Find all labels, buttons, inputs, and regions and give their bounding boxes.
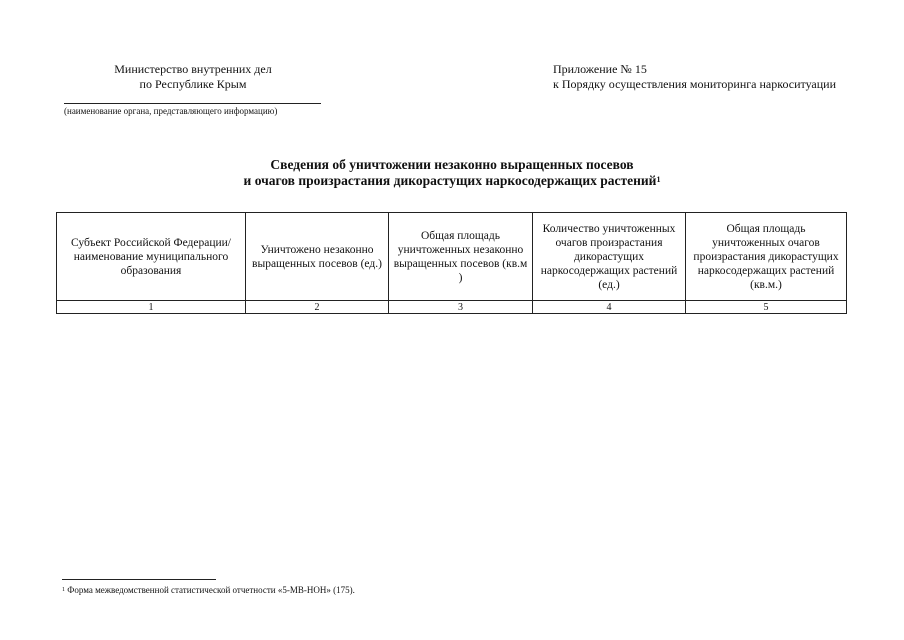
table-number-row xyxy=(57,301,847,314)
footnote-separator xyxy=(62,579,216,580)
column-header-destroyed-crops: Уничтожено незаконно выращенных посевов (ед.) xyxy=(246,213,389,301)
report-table xyxy=(56,212,847,314)
appendix-number: Приложение № 15 xyxy=(553,62,647,76)
footnote xyxy=(62,585,355,596)
organization-name xyxy=(62,62,324,92)
organization-underline xyxy=(64,103,321,104)
column-header-crops-area: Общая площадь уничтоженных незаконно выращенных посевов (кв.м ) xyxy=(389,213,533,301)
appendix-reference: к Порядку осуществления мониторинга наркоситуации xyxy=(553,77,837,91)
title-line-2 xyxy=(120,173,784,189)
title-line-2-text: и очагов произрастания дикорастущих наркосодержащих растений xyxy=(243,173,657,188)
table-header-row xyxy=(57,213,847,301)
column-number-2: 2 xyxy=(246,301,389,314)
document-title xyxy=(120,157,784,189)
organization-caption: (наименование органа, представляющего информацию) xyxy=(64,106,278,116)
column-number-1: 1 xyxy=(57,301,246,314)
footnote-text: Форма межведомственной статистической отчетности «5-МВ-НОН» (175). xyxy=(65,585,355,595)
title-line-1: Сведения об уничтожении незаконно выращенных посевов xyxy=(270,157,634,172)
column-number-3: 3 xyxy=(389,301,533,314)
organization-line-1: Министерство внутренних дел xyxy=(114,62,272,76)
column-header-subject: Субъект Российской Федерации/ наименование муниципального образования xyxy=(57,213,246,301)
column-header-wild-foci-area: Общая площадь уничтоженных очагов произрастания дикорастущих наркосодержащих растений (кв.м.) xyxy=(686,213,847,301)
footnote-mark: 1 xyxy=(62,587,65,593)
column-number-5: 5 xyxy=(686,301,847,314)
title-footnote-mark: 1 xyxy=(656,175,661,184)
column-header-wild-foci-count: Количество уничтоженных очагов произрастания дикорастущих наркосодержащих растений (ед.) xyxy=(533,213,686,301)
column-number-4: 4 xyxy=(533,301,686,314)
organization-line-2: по Республике Крым xyxy=(139,77,247,91)
appendix-header xyxy=(553,62,836,92)
